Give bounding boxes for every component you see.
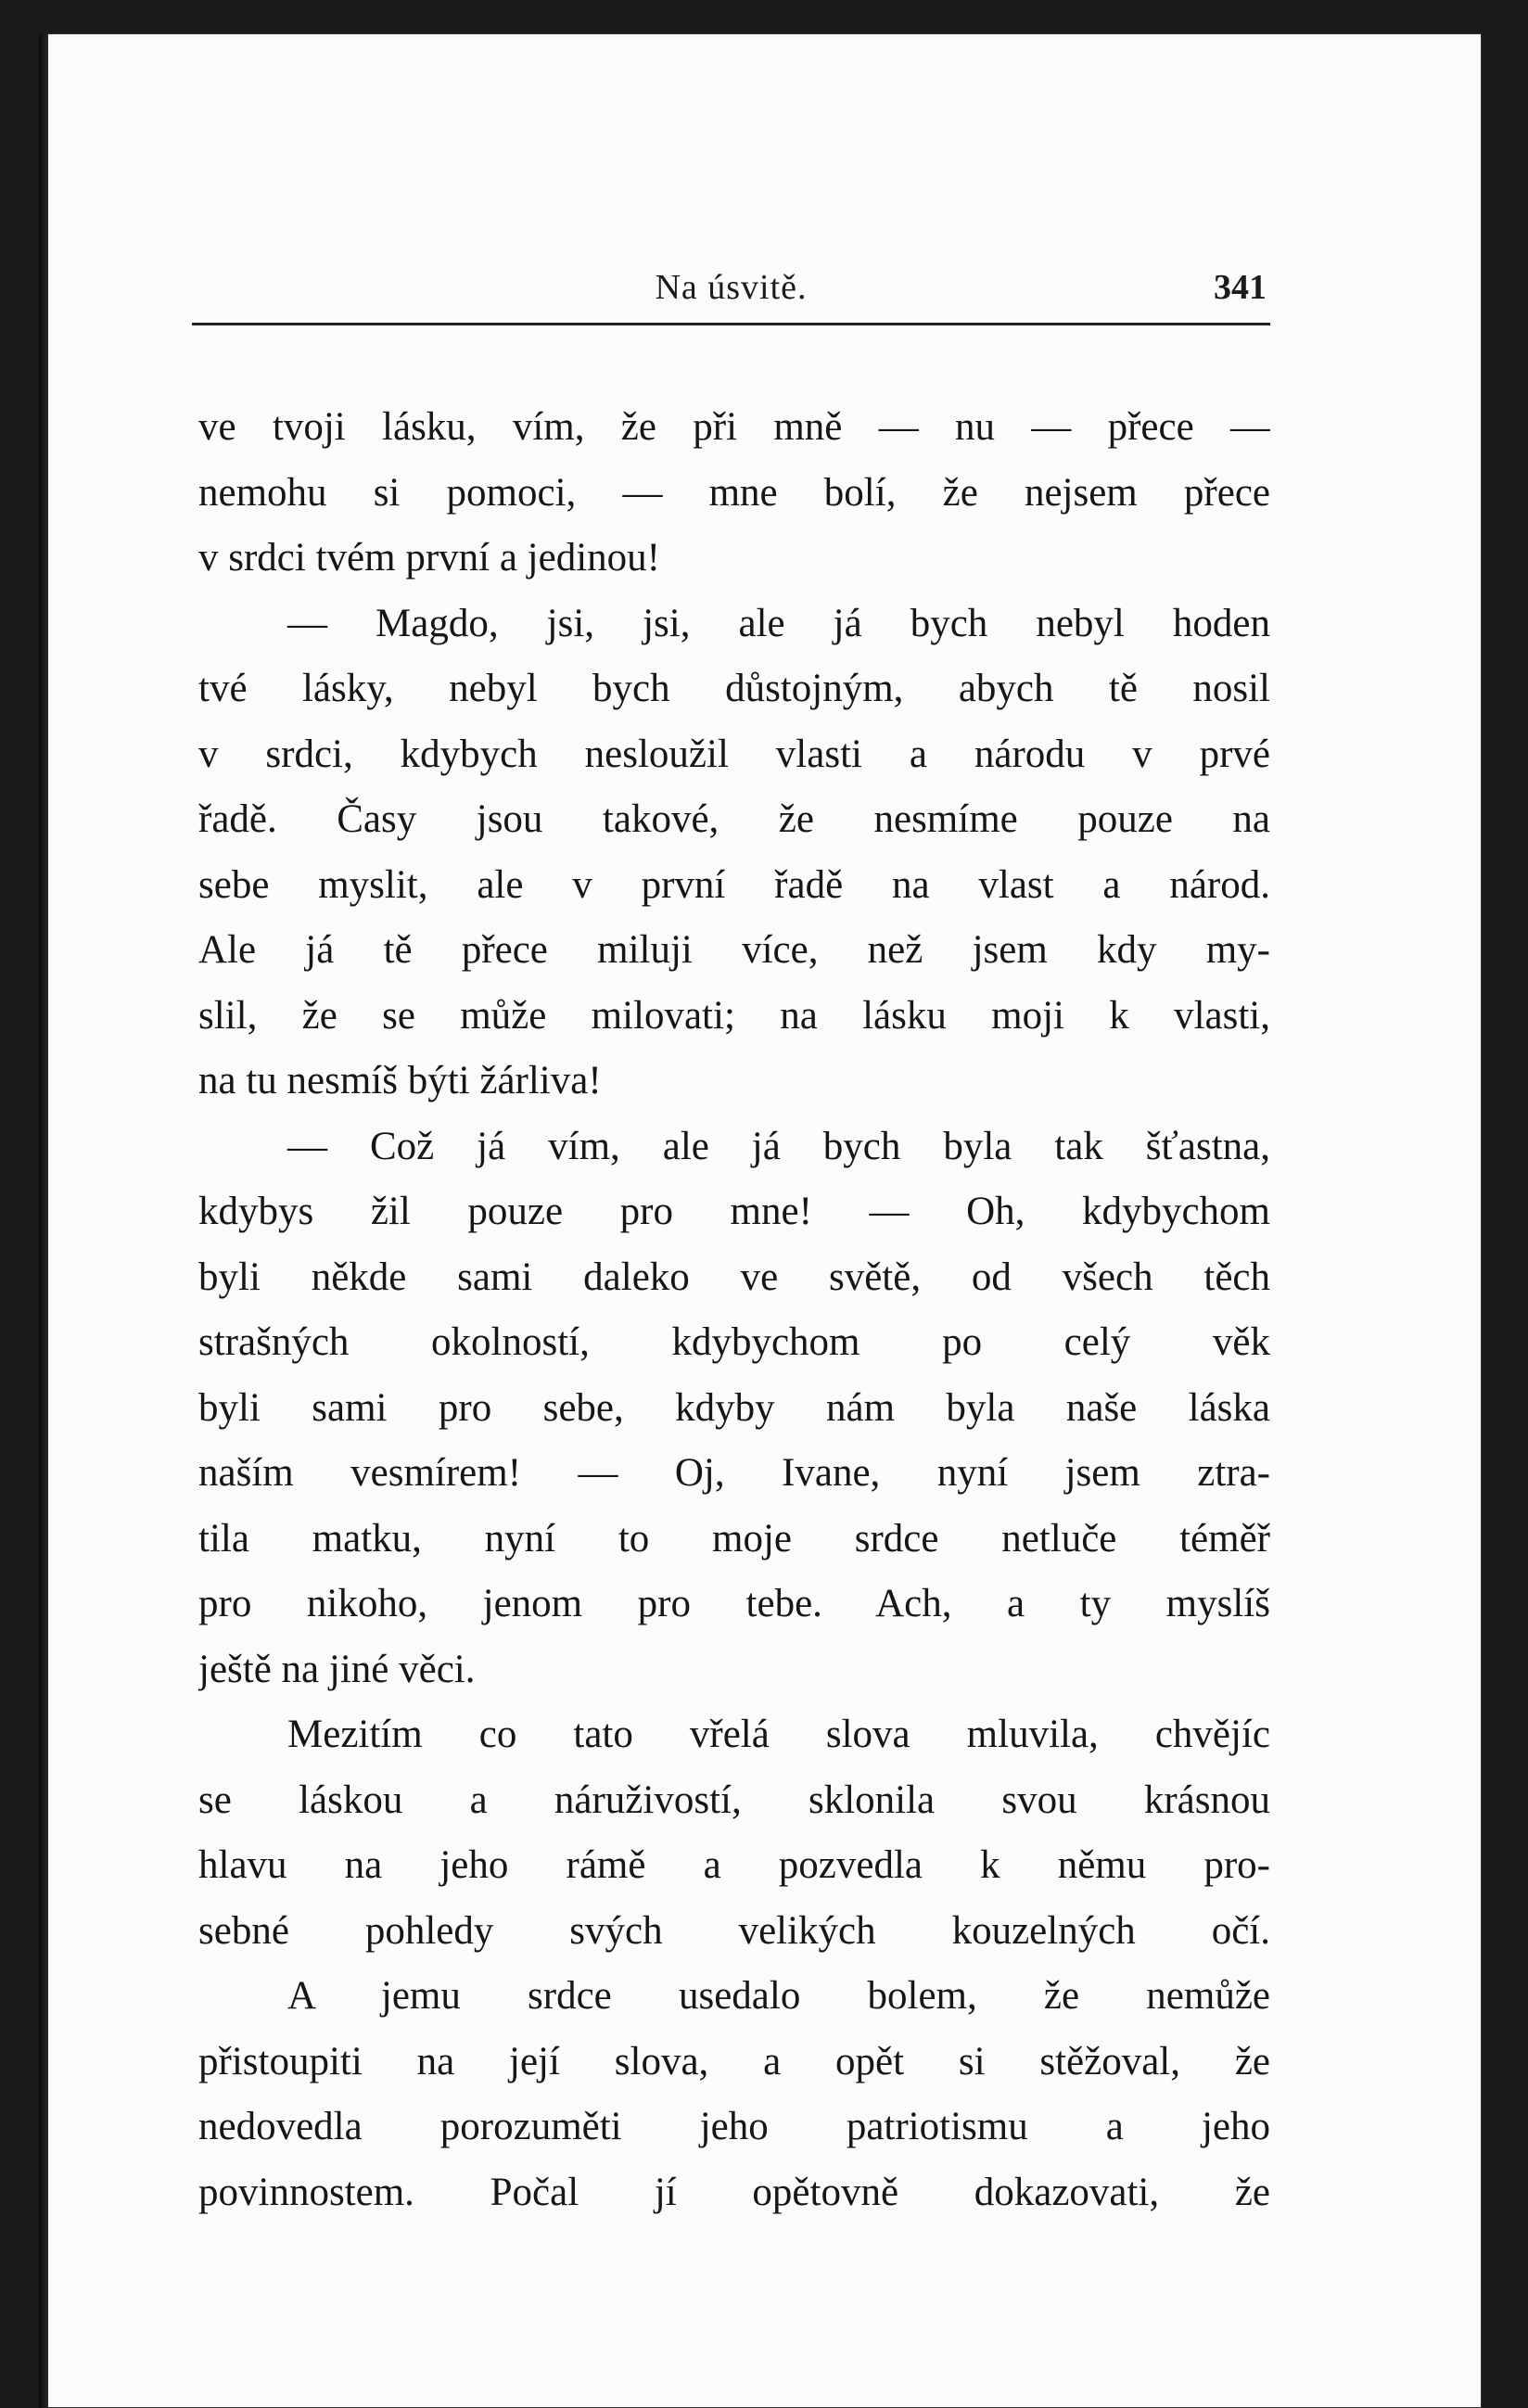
- text-line: byli někde sami daleko ve světě, od všech těch: [198, 1255, 1270, 1299]
- text-line: naším vesmírem! — Oj, Ivane, nyní jsem ztra-: [198, 1451, 1270, 1495]
- text-line: v srdci, kdybych nesloužil vlasti a národu v prvé: [198, 732, 1270, 776]
- page-spine-shadow: [39, 33, 48, 2408]
- text-line: nedovedla porozuměti jeho patriotismu a jeho: [198, 2105, 1270, 2148]
- text-line: povinnostem. Počal jí opětovně dokazovati, že: [198, 2170, 1270, 2214]
- text-line: Ale já tě přece miluji více, než jsem kdy my-: [198, 928, 1270, 972]
- text-line: hlavu na jeho rámě a pozvedla k němu pro-: [198, 1843, 1270, 1887]
- body-text: [198, 395, 1270, 2225]
- text-line: Mezitím co tato vřelá slova mluvila, chvějíc: [287, 1713, 1270, 1756]
- text-line: ve tvoji lásku, vím, že při mně — nu — přece —: [198, 405, 1270, 449]
- text-line: tvé lásky, nebyl bych důstojným, abych tě nosil: [198, 667, 1270, 710]
- text-line: ještě na jiné věci.: [198, 1647, 476, 1691]
- running-title: Na úsvitě.: [655, 268, 808, 307]
- text-line: sebné pohledy svých velikých kouzelných očí.: [198, 1908, 1270, 1953]
- text-line: slil, že se může milovati; na lásku moji k vlasti,: [198, 993, 1270, 1038]
- text-line: v srdci tvém první a jedinou!: [198, 536, 660, 580]
- text-line: na tu nesmíš býti žárliva!: [198, 1059, 602, 1102]
- text-line: — Což já vím, ale já bych byla tak šťastna,: [287, 1124, 1270, 1168]
- book-page: [39, 33, 1482, 2408]
- text-line: — Magdo, jsi, jsi, ale já bych nebyl hoden: [287, 601, 1270, 645]
- text-line: A jemu srdce usedalo bolem, že nemůže: [287, 1974, 1270, 2018]
- page-number: 341: [1214, 268, 1267, 307]
- text-line: nemohu si pomoci, — mne bolí, že nejsem přece: [198, 470, 1270, 515]
- text-line: pro nikoho, jenom pro tebe. Ach, a ty myslíš: [198, 1582, 1270, 1625]
- text-line: strašných okolností, kdybychom po celý věk: [198, 1320, 1270, 1364]
- text-line: přistoupiti na její slova, a opět si stěžoval, že: [198, 2039, 1270, 2083]
- text-line: sebe myslit, ale v první řadě na vlast a národ.: [198, 862, 1270, 907]
- page-header: [192, 263, 1270, 325]
- text-line: kdybys žil pouze pro mne! — Oh, kdybychom: [198, 1190, 1270, 1233]
- text-line: byli sami pro sebe, kdyby nám byla naše láska: [198, 1385, 1270, 1430]
- text-line: tila matku, nyní to moje srdce netluče téměř: [198, 1516, 1270, 1561]
- text-line: řadě. Časy jsou takové, že nesmíme pouze na: [198, 797, 1270, 841]
- text-line: se láskou a náruživostí, sklonila svou krásnou: [198, 1777, 1270, 1822]
